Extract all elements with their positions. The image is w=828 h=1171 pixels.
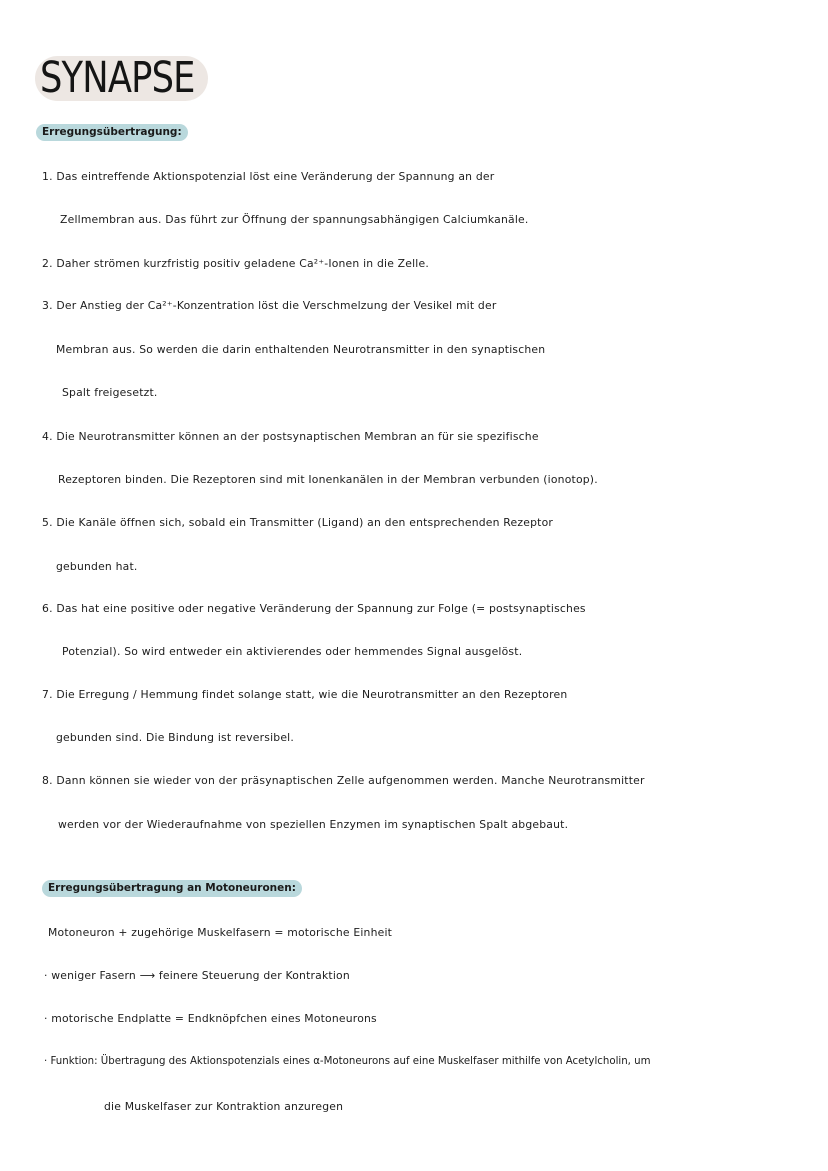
- text-line: Spalt freigesetzt.: [62, 386, 158, 399]
- text-line: 3. Der Anstieg der Ca²⁺-Konzentration löst die Verschmelzung der Vesikel mit der: [42, 299, 497, 312]
- text-line: werden vor der Wiederaufnahme von speziellen Enzymen im synaptischen Spalt abgebaut.: [58, 818, 569, 831]
- bullet-line: · weniger Fasern ⟶ feinere Steuerung der Kontraktion: [44, 969, 350, 982]
- bullet-line: · motorische Endplatte = Endknöpfchen eines Motoneurons: [44, 1012, 377, 1025]
- text-line: 1. Das eintreffende Aktionspotenzial löst eine Veränderung der Spannung an der: [42, 170, 495, 183]
- text-line: 2. Daher strömen kurzfristig positiv geladene Ca²⁺-Ionen in die Zelle.: [42, 257, 429, 270]
- text-line: 4. Die Neurotransmitter können an der postsynaptischen Membran an für sie spezifische: [42, 430, 539, 443]
- text-line: die Muskelfaser zur Kontraktion anzuregen: [104, 1100, 344, 1113]
- text-line: Zellmembran aus. Das führt zur Öffnung der spannungsabhängigen Calciumkanäle.: [60, 213, 529, 226]
- page-title: SYNAPSE: [40, 53, 195, 103]
- text-line: 5. Die Kanäle öffnen sich, sobald ein Transmitter (Ligand) an den entsprechenden Rezeptor: [42, 516, 554, 529]
- text-line: gebunden hat.: [56, 560, 138, 573]
- text-line: 7. Die Erregung / Hemmung findet solange statt, wie die Neurotransmitter an den Rezeptoren: [42, 688, 568, 701]
- bullet-line: · Funktion: Übertragung des Aktionspotenzials eines α-Motoneurons auf eine Muskelfaser mithilfe von Acetylcholin, um: [44, 1056, 651, 1067]
- text-line: gebunden sind. Die Bindung ist reversibel.: [56, 731, 295, 744]
- text-line: Potenzial). So wird entweder ein aktivierendes oder hemmendes Signal ausgelöst.: [62, 645, 523, 658]
- text-line: 8. Dann können sie wieder von der präsynaptischen Zelle aufgenommen werden. Manche Neurotransmitter: [42, 774, 645, 787]
- text-line: Rezeptoren binden. Die Rezeptoren sind mit Ionenkanälen in der Membran verbunden (ionotop).: [58, 473, 598, 486]
- section-heading-motoneuronen: Erregungsübertragung an Motoneuronen:: [42, 880, 302, 897]
- text-line: Motoneuron + zugehörige Muskelfasern = motorische Einheit: [48, 926, 393, 939]
- text-line: Membran aus. So werden die darin enthaltenden Neurotransmitter in den synaptischen: [56, 343, 546, 356]
- section-heading-erregungsuebertragung: Erregungsübertragung:: [36, 124, 188, 141]
- text-line: 6. Das hat eine positive oder negative Veränderung der Spannung zur Folge (= postsynaptisches: [42, 602, 586, 615]
